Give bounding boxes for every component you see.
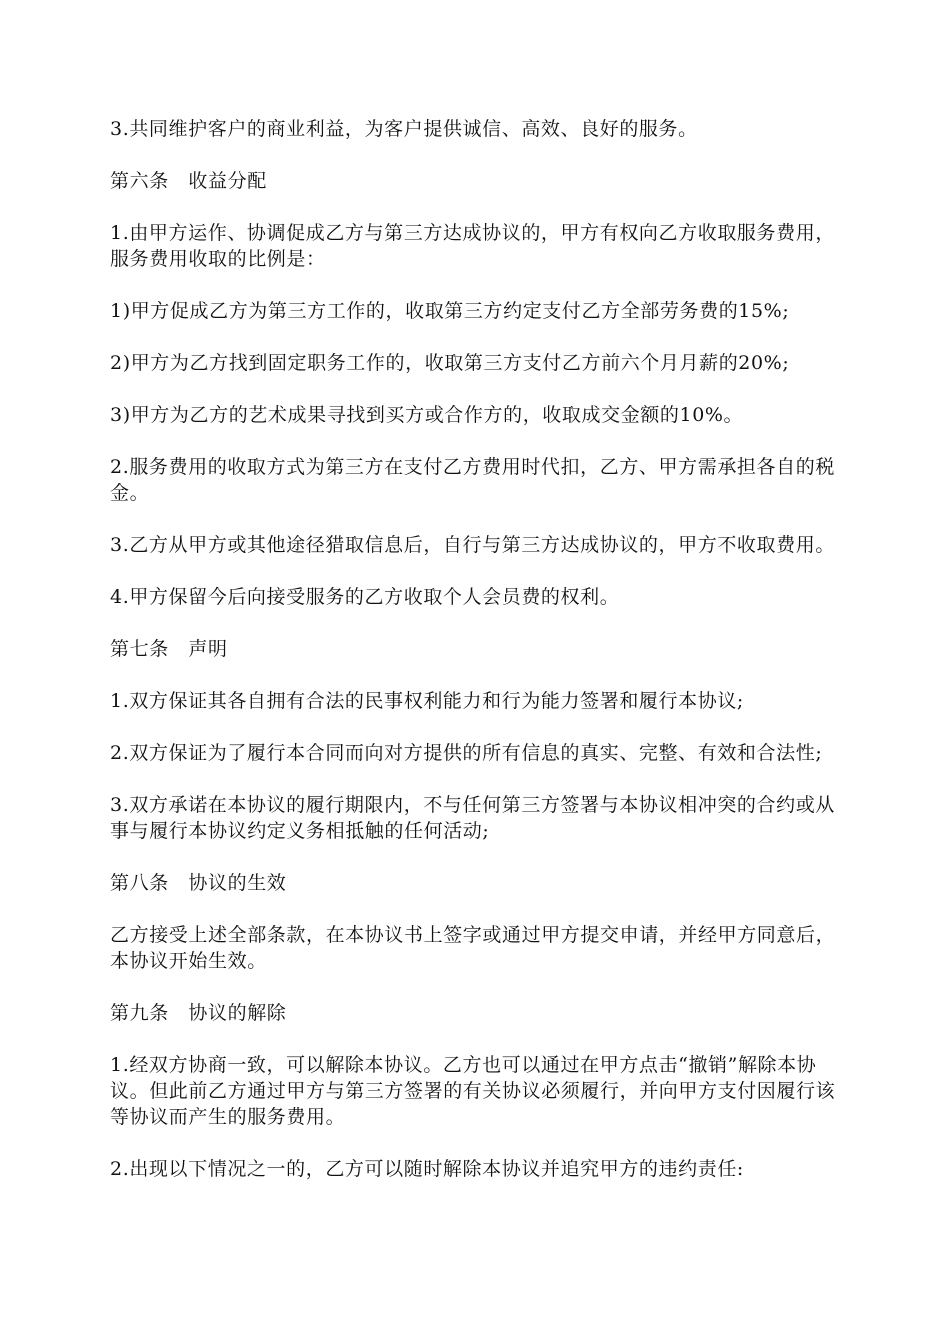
clause-paragraph: 1)甲方促成乙方为第三方工作的，收取第三方约定支付乙方全部劳务费的15%; [110, 300, 790, 322]
clause-paragraph: 3)甲方为乙方的艺术成果寻找到买方或合作方的，收取成交金额的10%。 [110, 404, 744, 426]
clause-paragraph: 2.出现以下情况之一的，乙方可以随时解除本协议并追究甲方的违约责任: [110, 1158, 744, 1180]
clause-paragraph: 3.双方承诺在本协议的履行期限内，不与任何第三方签署与本协议相冲突的合约或从事与履行本协议约定义务相抵触的任何活动; [110, 794, 835, 842]
clause-paragraph: 3.乙方从甲方或其他途径猎取信息后，自行与第三方达成协议的，甲方不收取费用。 [110, 534, 835, 556]
clause-paragraph: 1.经双方协商一致，可以解除本协议。乙方也可以通过在甲方点击“撤销”解除本协议。但此前乙方通过甲方与第三方签署的有关协议必须履行，并向甲方支付因履行该等协议而产生的服务费用。 [110, 1054, 836, 1128]
clause-paragraph: 2.服务费用的收取方式为第三方在支付乙方费用时代扣，乙方、甲方需承担各自的税金。 [110, 456, 835, 504]
clause-paragraph: 3.共同维护客户的商业利益，为客户提供诚信、高效、良好的服务。 [110, 118, 698, 140]
article-heading: 第八条 协议的生效 [110, 872, 287, 894]
clause-paragraph: 乙方接受上述全部条款，在本协议书上签字或通过甲方提交申请，并经甲方同意后，本协议开始生效。 [110, 924, 836, 972]
article-heading: 第六条 收益分配 [110, 170, 267, 192]
clause-paragraph: 1.双方保证其各自拥有合法的民事权利能力和行为能力签署和履行本协议; [110, 690, 744, 712]
article-heading: 第七条 声明 [110, 638, 228, 660]
clause-paragraph: 1.由甲方运作、协调促成乙方与第三方达成协议的，甲方有权向乙方收取服务费用，服务费用收取的比例是： [110, 222, 835, 270]
clause-paragraph: 2.双方保证为了履行本合同而向对方提供的所有信息的真实、完整、有效和合法性; [110, 742, 823, 764]
article-heading: 第九条 协议的解除 [110, 1002, 287, 1024]
document-body [110, 116, 845, 1208]
clause-paragraph: 4.甲方保留今后向接受服务的乙方收取个人会员费的权利。 [110, 586, 620, 608]
clause-paragraph: 2)甲方为乙方找到固定职务工作的，收取第三方支付乙方前六个月月薪的20%; [110, 352, 790, 374]
